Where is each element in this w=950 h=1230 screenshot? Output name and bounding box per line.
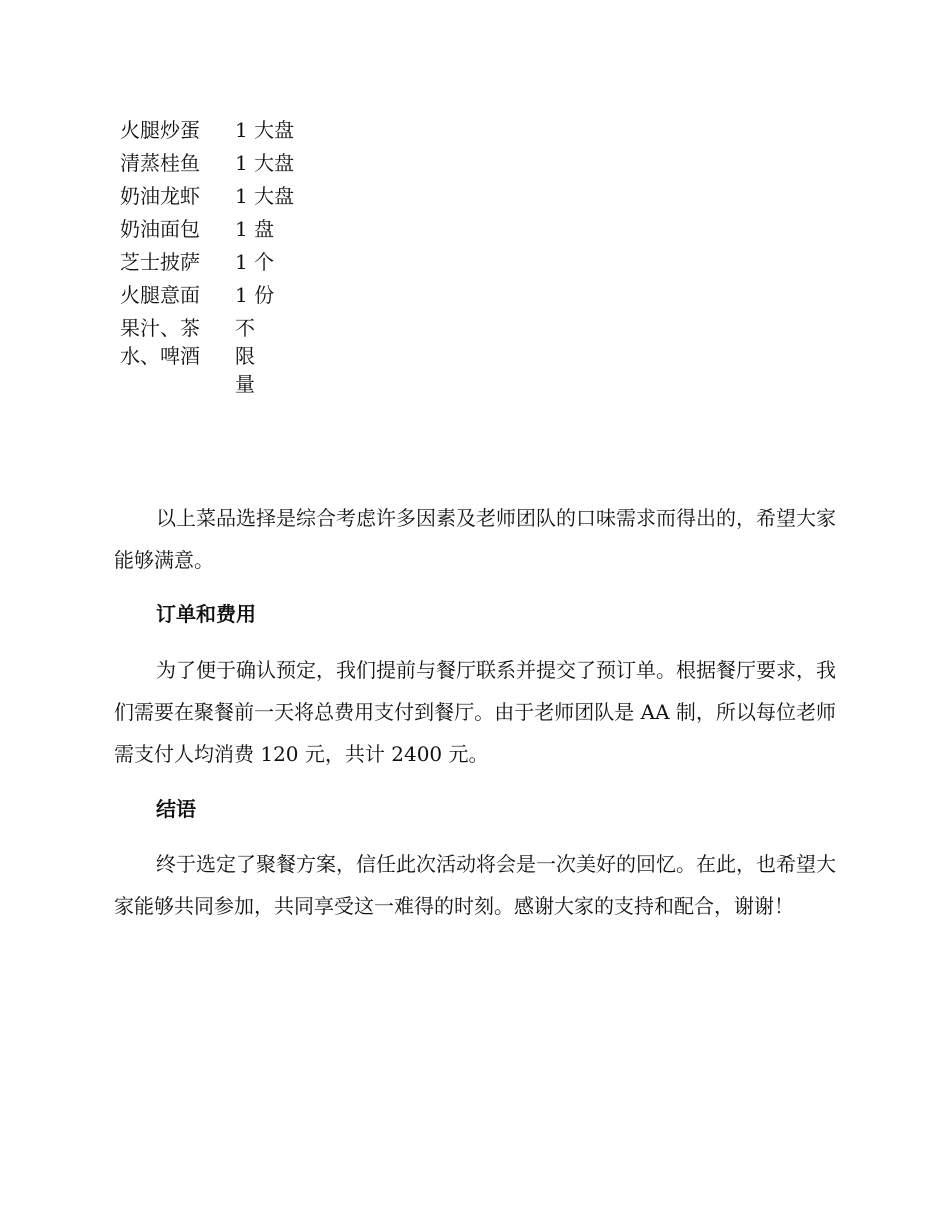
- dish-quantity: 1 个: [235, 250, 275, 274]
- conclusion-section-paragraph: 终于选定了聚餐方案，信任此次活动将会是一次美好的回忆。在此，也希望大家能够共同参加，共同享受这一难得的时刻。感谢大家的支持和配合，谢谢！: [114, 852, 836, 918]
- dish-quantity: 1 份: [235, 283, 275, 307]
- table-row: [114, 246, 295, 279]
- table-row: [114, 147, 295, 180]
- quantity-cell: [235, 147, 295, 180]
- quantity-cell: [235, 312, 295, 401]
- dish-name-cell: [114, 147, 235, 180]
- order-section-heading: 订单和费用: [156, 602, 256, 626]
- dish-name: 芝士披萨: [120, 250, 200, 274]
- dish-name: 奶油面包: [120, 217, 200, 241]
- dish-quantity: 1 大盘: [235, 118, 295, 142]
- dish-quantity: 不限量: [235, 316, 255, 396]
- dish-name-cell: [114, 312, 235, 401]
- dish-name: 奶油龙虾: [120, 184, 200, 208]
- dish-name-cell: [114, 180, 235, 213]
- quantity-cell: [235, 180, 295, 213]
- table-row: [114, 213, 295, 246]
- dish-name: 果汁、茶水、啤酒: [120, 316, 200, 368]
- menu-table: [114, 114, 295, 401]
- dish-name: 火腿意面: [120, 283, 200, 307]
- dish-quantity: 1 大盘: [235, 184, 295, 208]
- dish-name-cell: [114, 213, 235, 246]
- table-row: [114, 312, 295, 401]
- table-row: [114, 279, 295, 312]
- order-section-paragraph: 为了便于确认预定，我们提前与餐厅联系并提交了预订单。根据餐厅要求，我们需要在聚餐前一天将总费用支付到餐厅。由于老师团队是 AA 制，所以每位老师需支付人均消费 120 元，共计 2400 元。: [114, 658, 836, 766]
- table-row: [114, 180, 295, 213]
- conclusion-section-heading: 结语: [156, 797, 196, 821]
- dish-name-cell: [114, 279, 235, 312]
- dish-name-cell: [114, 246, 235, 279]
- dish-name-cell: [114, 114, 235, 147]
- dish-quantity: 1 大盘: [235, 151, 295, 175]
- quantity-cell: [235, 246, 295, 279]
- quantity-cell: [235, 279, 295, 312]
- menu-note-paragraph: 以上菜品选择是综合考虑许多因素及老师团队的口味需求而得出的，希望大家能够满意。: [114, 506, 836, 572]
- table-row: [114, 114, 295, 147]
- quantity-cell: [235, 114, 295, 147]
- dish-name: 火腿炒蛋: [120, 118, 200, 142]
- dish-name: 清蒸桂鱼: [120, 151, 200, 175]
- dish-quantity: 1 盘: [235, 217, 275, 241]
- quantity-cell: [235, 213, 295, 246]
